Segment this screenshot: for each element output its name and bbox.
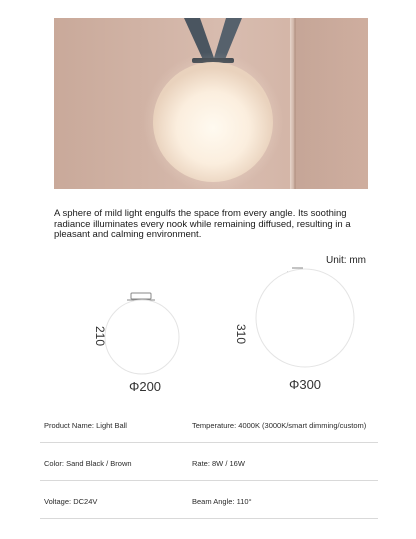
diagram-small	[93, 293, 179, 394]
intro-text: A sphere of mild light engulfs the space from every angle. Its soothing radiance illuminates every nook while remaining diffused, resulting in a pleasant and calming environment.	[54, 208, 351, 240]
large-height-label: 310	[234, 323, 248, 345]
spec-table	[40, 405, 378, 519]
small-diameter-label: Φ200	[128, 379, 162, 394]
small-mount-icon	[131, 293, 151, 299]
spec-row	[40, 481, 378, 519]
spec-row	[40, 443, 378, 481]
spec-voltage: Voltage: DC24V	[44, 497, 98, 506]
large-globe-outline	[256, 269, 354, 367]
spec-product-name: Product Name: Light Ball	[44, 421, 127, 430]
spec-temperature: Temperature: 4000K (3000K/smart dimming/custom)	[192, 421, 367, 430]
small-globe-outline	[105, 300, 179, 374]
unit-label: Unit: mm	[326, 255, 366, 266]
spec-rate: Rate: 8W / 16W	[192, 459, 245, 468]
large-diameter-label: Φ300	[288, 377, 322, 392]
small-height-label: 210	[93, 325, 107, 347]
spec-color: Color: Sand Black / Brown	[44, 459, 132, 468]
spec-row	[40, 405, 378, 443]
diagram-large	[234, 268, 354, 392]
spec-beam-angle: Beam Angle: 110°	[192, 497, 252, 506]
